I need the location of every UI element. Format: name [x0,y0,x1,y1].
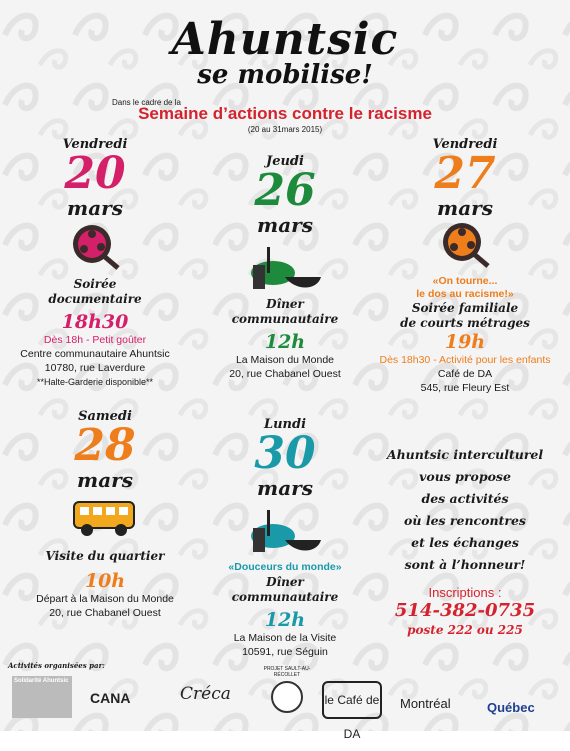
promo-line: Ahuntsic interculturel [386,447,544,462]
event-place: Café de DA [437,368,493,380]
event-20-mars [10,137,180,389]
event-activity-1: Dîner [266,575,304,589]
event-month: mars [257,476,313,500]
film-reel-icon [440,220,490,270]
promo-line: et les échanges [411,535,519,550]
event-date: 27 [434,148,496,199]
event-date: 30 [254,428,316,479]
event-address: 10591, rue Séguin [242,646,328,658]
event-activity-2: documentaire [48,292,142,306]
promo-text [370,444,560,576]
event-address: 20, rue Chabanel Ouest [229,368,341,380]
logo-creca: Créca [180,684,231,704]
event-month: mars [257,213,313,237]
school-bus-icon [70,498,140,540]
event-27-mars [370,137,560,395]
promo-line: sont à l’honneur! [404,557,526,572]
event-address: 545, rue Fleury Est [420,382,510,394]
event-time: 10h [84,570,126,592]
event-place: Centre communautaire Ahuntsic [20,348,170,360]
promo-line: des activités [421,491,509,506]
event-26-mars [200,154,370,381]
event-month: mars [67,196,123,220]
event-activity-1: Soirée familiale [411,301,519,315]
organizers-label: Activités organisées par: [8,661,105,670]
event-place: La Maison de la Visite [233,632,337,644]
event-date: 26 [254,165,316,216]
event-day: Lundi [263,417,307,432]
event-subtitle-2: le dos au racisme!» [416,288,514,300]
phone-extension: poste 222 ou 225 [407,623,523,637]
event-activity-2: communautaire [231,312,339,326]
inscriptions-label: Inscriptions : [428,585,502,600]
event-subtitle: «Douceurs du monde» [228,561,342,573]
event-month: mars [437,196,493,220]
event-month: mars [77,468,133,492]
campaign-title: Semaine d’actions contre le racisme [138,104,432,123]
promo-line: où les rencontres [404,513,526,528]
event-28-mars [20,409,190,620]
film-reel-icon [70,222,120,272]
title-line1: Ahuntsic [171,14,399,65]
event-date: 28 [74,420,136,471]
logo-quebec: Québec [487,700,535,715]
event-place: La Maison du Monde [235,354,335,366]
event-address: 20, rue Chabanel Ouest [49,607,161,619]
campaign-dates: (20 au 31mars 2015) [247,125,323,134]
event-note: **Halte-Garderie disponible** [36,377,154,387]
event-day: Vendredi [432,137,498,152]
cooking-pots-icon [245,237,325,292]
logo-cana: CANA [90,690,131,706]
sault-au-recollet-icon [270,680,304,714]
event-day: Jeudi [266,154,304,169]
event-time: 12h [264,609,306,631]
event-address: 10780, rue Laverdure [44,362,146,374]
event-day: Samedi [78,409,132,424]
logo-montreal: Montréal [400,696,451,711]
cooking-pots-icon [245,500,325,555]
event-activity-1: Dîner [266,297,304,311]
event-time: 18h30 [61,311,129,333]
event-activity-1: Visite du quartier [45,549,165,563]
event-activity-1: Soirée [73,277,117,291]
event-extra: Dès 18h30 - Activité pour les enfants [379,354,551,366]
event-extra: Dès 18h - Petit goûter [43,334,147,346]
event-activity-2: communautaire [231,590,339,604]
title-line2: se mobilise! [197,60,373,90]
event-activity-2: de courts métrages [400,316,530,330]
event-subtitle-1: «On tourne... [432,275,498,287]
event-time: 19h [444,331,486,353]
event-place: Départ à la Maison du Monde [36,593,174,605]
logo-cafe-de-da: le Café de DA [322,681,382,719]
logo-solidarite: Solidarité Ahuntsic [12,676,72,718]
event-time: 12h [264,331,306,353]
event-date: 20 [64,148,126,199]
event-30-mars [195,417,375,659]
context-text: Dans le cadre de la [112,98,181,107]
promo-line: vous propose [419,469,511,484]
phone-number: 514-382-0735 [394,600,536,621]
logo-sault-au-recollet: PROJET SAULT-AU-RÉCOLLET [263,666,311,678]
event-day: Vendredi [62,137,128,152]
